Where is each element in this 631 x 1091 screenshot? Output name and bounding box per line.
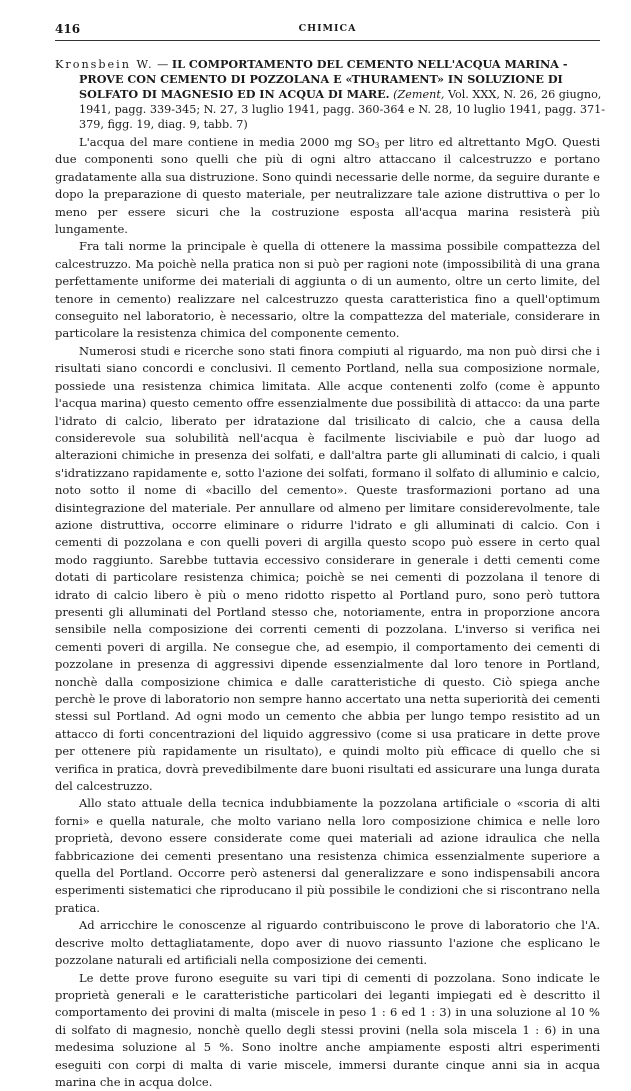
citation-line-3	[55, 87, 600, 102]
journal-volume: Vol. XXX, N. 26, 26 giugno,	[444, 88, 601, 101]
article-title-line-1: IL COMPORTAMENTO DEL CEMENTO NELL'ACQUA MARINA -	[172, 57, 568, 71]
paragraph-1-text-b: per litro ed altrettanto MgO. Questi due componenti sono quelli che più di ogni altro attaccano il calcestruzzo e portano gradatamente alla sua distruzione. Sono quindi necessarie delle norme, da seguire durante e dopo la preparazione di questo materiale, per neutralizzare tale azione distruttiva o per lo meno per essere sicuri che la costruzione esposta all'acqua marina resisterà più lungamente.	[55, 135, 600, 236]
abstract-body	[55, 134, 600, 1091]
running-head: CHIMICA	[55, 23, 600, 34]
article-title-line-3: SOLFATO DI MAGNESIO ED IN ACQUA DI MARE.	[79, 87, 390, 101]
paragraph-1-text-a: L'acqua del mare contiene in media 2000 mg SO	[79, 135, 375, 149]
sulfate-subscript: 3	[375, 142, 379, 150]
author-name: Kronsbein W.	[55, 58, 154, 71]
reference-figures: 379, figg. 19, diag. 9, tabb. 7)	[55, 117, 600, 132]
journal-name: (Zement,	[393, 88, 444, 101]
paragraph-3: Numerosi studi e ricerche sono stati finora compiuti al riguardo, ma non può dirsi che i risultati siano concordi e conclusivi. Il cemento Portland, nella sua composizione normale, possiede una resistenza chimica limitata. Alle acque contenenti zolfo (come è appunto l'acqua marina) questo cemento offre essenzialmente due possibilità di attacco: da una parte l'idrato di calcio, liberato per idratazione dal trisilicato di calcio, che a causa della considerevole sua solubilità nell'acqua è facilmente lisciviabile e può dar luogo ad alterazioni chimiche in presenza dei solfati, e dall'altra parte gli alluminati di calcio, i quali s'idratizzano rapidamente e, sotto l'azione dei solfati, formano il solfato di alluminio e calcio, noto sotto il nome di «bacillo del cemento». Queste trasformazioni portano ad una disintegrazione del materiale. Per annullare od almeno per limitare considerevolmente, tale azione distruttiva, occorre eliminare o ridurre l'idrato e gli alluminati di calcio. Con i cementi di pozzolana e con quelli poveri di argilla questo scopo può essere in certo qual modo raggiunto. Sarebbe tuttavia eccessivo considerare in generale i detti cementi come dotati di particolare resistenza chimica; poichè se nei cementi di pozzolana il tenore di idrato di calcio libero è più o meno ridotto rispetto al Portland puro, sono però tuttora presenti gli alluminati del Portland stesso che, notoriamente, entra in proporzione ancora sensibile nella composizione dei correnti cementi di pozzolana. L'inverso si verifica nei cementi poveri di argilla. Ne consegue che, ad esempio, il comportamento dei cementi di pozzolane in presenza di aggressivi dipende essenzialmente dal loro tenore in Portland, nonchè dalla composizione chimica e dalle caratteristiche di questo. Ciò spiega anche perchè le prove di laboratorio non sempre hanno accertato una netta superiorità dei cementi stessi sul Portland. Ad ogni modo un cemento che abbia per lungo tempo resistito ad un attacco di forti concentrazioni del liquido aggressivo (come si usa praticare in dette prove per ottenere più rapidamente un risultato), e quindi molto più efficace di quello che si verifica in pratica, dovrà prevedibilmente dare buoni risultati ed assicurare una lunga durata del calcestruzzo.	[55, 343, 600, 796]
article-title-line-2: PROVE CON CEMENTO DI POZZOLANA E «THURAMENT» IN SOLUZIONE DI	[55, 72, 600, 87]
page-number: 416	[55, 22, 80, 36]
paragraph-4: Allo stato attuale della tecnica indubbiamente la pozzolana artificiale o «scoria di alti forni» e quella naturale, che molto variano nella loro composizione chimica e nelle loro proprietà, devono essere considerate come quei materiali ad azione idraulica che nella fabbricazione dei cementi presentano una resistenza chimica essenzialmente superiore a quella del Portland. Occorre però astenersi dal generalizzare e sono indispensabili ancora esperimenti sistematici che riproducano il più possibile le condizioni che si riscontrano nella pratica.	[55, 795, 600, 917]
citation-line-1	[55, 57, 600, 72]
reference-pages: 1941, pagg. 339-345; N. 27, 3 luglio 1941, pagg. 360-364 e N. 28, 10 luglio 1941, pagg. 371-	[55, 102, 600, 117]
page-header	[55, 22, 600, 42]
paragraph-1	[55, 134, 600, 238]
paragraph-5: Ad arricchire le conoscenze al riguardo contribuiscono le prove di laboratorio che l'A. descrive molto dettagliatamente, dopo aver di nuovo riassunto l'azione che esplicano le pozzolane naturali ed artificiali nella composizione dei cementi.	[55, 917, 600, 969]
citation-dash: —	[154, 58, 172, 71]
abstract-citation	[55, 57, 600, 132]
paragraph-6: Le dette prove furono eseguite su vari tipi di cementi di pozzolana. Sono indicate le proprietà generali e le caratteristiche particolari dei leganti impiegati ed è descritto il comportamento dei provini di malta (miscele in peso 1 : 6 ed 1 : 3) in una soluzione al 10 % di solfato di magnesio, nonchè quello degli stessi provini (nella sola miscela 1 : 6) in una medesima soluzione al 5 %. Sono inoltre anche ampiamente esposti altri esperimenti eseguiti con corpi di malta di varie miscele, immersi durante cinque anni sia in acqua marina che in acqua dolce.	[55, 970, 600, 1091]
paragraph-2: Fra tali norme la principale è quella di ottenere la massima possibile compattezza del calcestruzzo. Ma poichè nella pratica non si può per ragioni note (impossibilità di una grana perfettamente uniforme dei materiali di aggiunta o di un aumento, oltre un certo limite, del tenore in cemento) realizzare nel calcestruzzo questa caratteristica fino a quell'optimum conseguito nel laboratorio, è necessario, oltre la compattezza del materiale, considerare in particolare la resistenza chimica del componente cemento.	[55, 238, 600, 342]
header-rule	[55, 40, 600, 41]
